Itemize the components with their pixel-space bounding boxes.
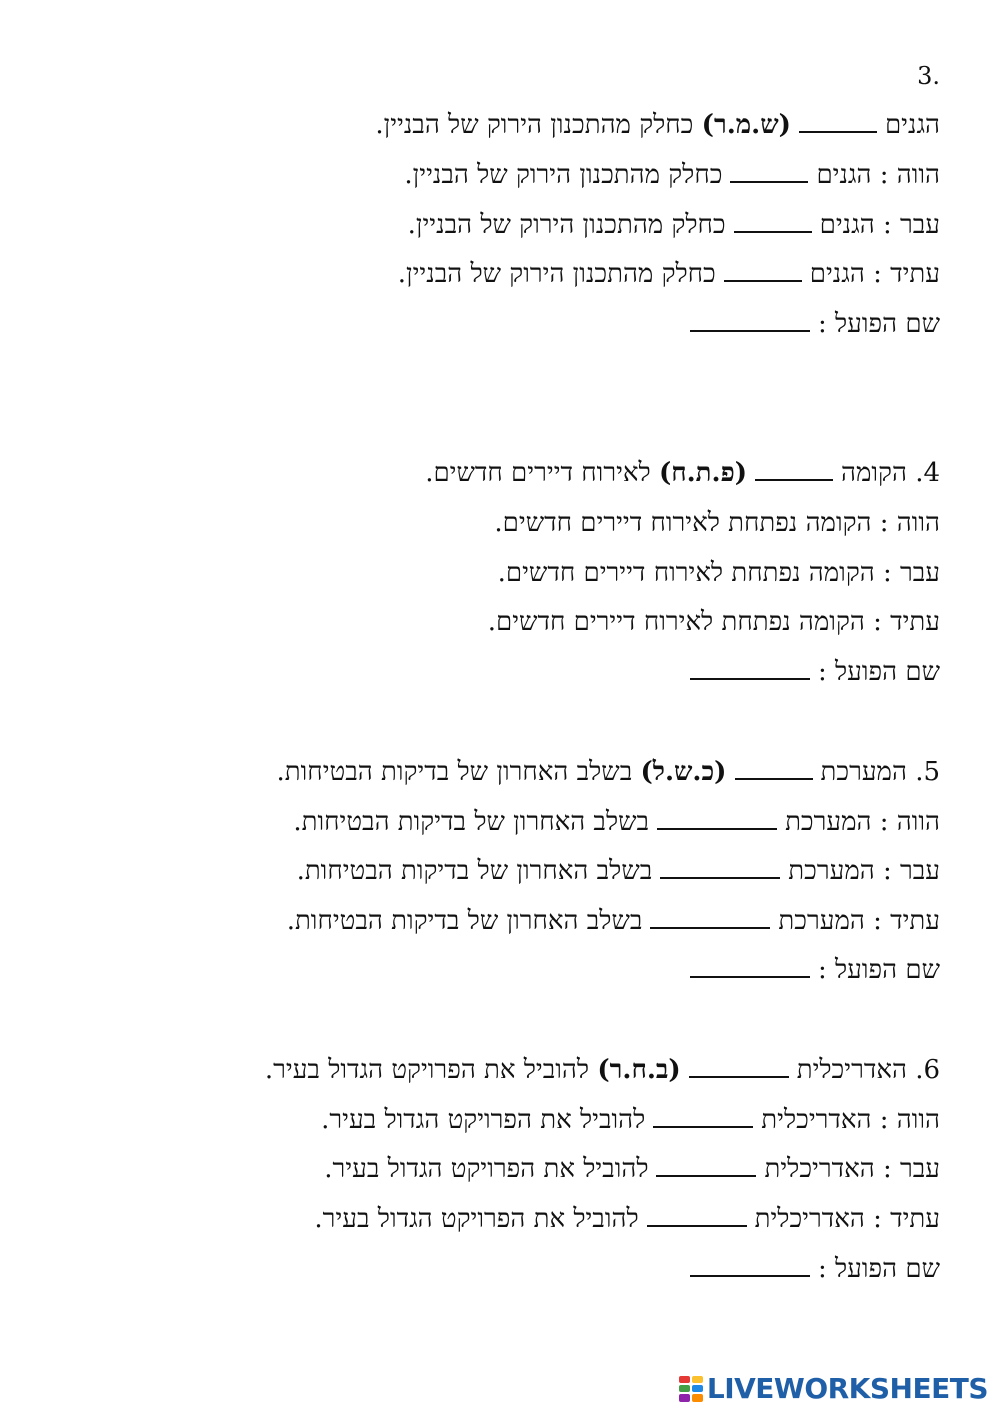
prompt-subject: הגנים: [884, 110, 940, 140]
noun-label: שם הפועל :: [817, 955, 940, 985]
question-3-noun: [40, 307, 940, 341]
answer-blank[interactable]: [660, 855, 780, 879]
tense-label: עבר :: [882, 1154, 940, 1184]
answer-blank[interactable]: [650, 905, 770, 929]
subject: האדריכלית: [754, 1204, 865, 1234]
sentence-rest: כחלק מהתכנון הירוק של הבניין.: [404, 160, 723, 190]
tense-label: עתיד :: [873, 1204, 940, 1234]
question-6-prompt: [40, 1053, 940, 1087]
question-4-number: 4.: [915, 458, 940, 488]
question-3-future: [40, 257, 940, 291]
answer-blank[interactable]: [690, 1253, 810, 1277]
answer-blank[interactable]: [735, 756, 813, 780]
sentence-rest: בשלב האחרון של בדיקות הבטיחות.: [293, 807, 650, 837]
sentence-rest: כחלק מהתכנון הירוק של הבניין.: [407, 210, 726, 240]
prompt-rest: כחלק מהתכנון הירוק של הבניין.: [375, 110, 694, 140]
logo-icon: [679, 1376, 703, 1402]
tense-label: עבר :: [882, 856, 940, 886]
answer-blank[interactable]: [657, 806, 777, 830]
answer-blank[interactable]: [689, 1054, 789, 1078]
sentence-rest: בשלב האחרון של בדיקות הבטיחות.: [286, 906, 643, 936]
answer-blank[interactable]: [690, 308, 810, 332]
question-4-past: עבר : הקומה נפתחת לאירוח דיירים חדשים.: [497, 558, 940, 588]
question-5-future: [40, 904, 940, 938]
subject: האדריכלית: [761, 1105, 872, 1135]
question-5-noun: [40, 953, 940, 987]
tense-label: עתיד :: [873, 259, 940, 289]
answer-blank[interactable]: [755, 457, 833, 481]
question-6-present: [40, 1103, 940, 1137]
answer-blank[interactable]: [690, 954, 810, 978]
tense-label: הווה :: [879, 1105, 940, 1135]
question-4-noun: [40, 655, 940, 689]
prompt-subject: האדריכלית: [796, 1055, 907, 1085]
sentence-rest: בשלב האחרון של בדיקות הבטיחות.: [296, 856, 653, 886]
answer-blank[interactable]: [730, 159, 808, 183]
prompt-rest: לאירוח דיירים חדשים.: [425, 458, 651, 488]
subject: המערכת: [785, 807, 872, 837]
subject: הגנים: [809, 259, 865, 289]
tense-label: עבר :: [882, 210, 940, 240]
answer-blank[interactable]: [647, 1203, 747, 1227]
sentence-rest: להוביל את הפרויקט הגדול בעיר.: [321, 1105, 646, 1135]
verb-root: (ש.מ.ר): [701, 110, 791, 140]
question-5-past: [40, 854, 940, 888]
question-6-future: [40, 1202, 940, 1236]
noun-label: שם הפועל :: [817, 657, 940, 687]
subject: הגנים: [819, 210, 875, 240]
sentence-rest: להוביל את הפרויקט הגדול בעיר.: [324, 1154, 649, 1184]
subject: הגנים: [816, 160, 872, 190]
logo-text: LIVEWORKSHEETS: [706, 1372, 988, 1405]
question-3-number: 3.: [917, 62, 940, 90]
question-6-number: 6.: [915, 1055, 940, 1085]
prompt-rest: להוביל את הפרויקט הגדול בעיר.: [264, 1055, 590, 1085]
question-3-present: [40, 158, 940, 192]
answer-blank[interactable]: [690, 656, 810, 680]
answer-blank[interactable]: [656, 1153, 756, 1177]
subject: המערכת: [778, 906, 865, 936]
answer-blank[interactable]: [653, 1104, 753, 1128]
question-3-past: [40, 208, 940, 242]
sentence-rest: להוביל את הפרויקט הגדול בעיר.: [314, 1204, 639, 1234]
sentence-rest: כחלק מהתכנון הירוק של הבניין.: [397, 259, 716, 289]
prompt-subject: המערכת: [820, 757, 907, 787]
subject: המערכת: [788, 856, 875, 886]
subject: האדריכלית: [764, 1154, 875, 1184]
question-6-past: [40, 1152, 940, 1186]
answer-blank[interactable]: [724, 258, 802, 282]
question-4-future: עתיד : הקומה נפתחת לאירוח דיירים חדשים.: [487, 607, 940, 637]
prompt-subject: הקומה: [841, 458, 907, 488]
question-5-present: [40, 805, 940, 839]
answer-blank[interactable]: [799, 109, 877, 133]
question-5-number: 5.: [915, 757, 940, 787]
question-5-prompt: [40, 755, 940, 789]
liveworksheets-logo[interactable]: [679, 1372, 988, 1405]
noun-label: שם הפועל :: [817, 309, 940, 339]
prompt-rest: בשלב האחרון של בדיקות הבטיחות.: [276, 757, 633, 787]
verb-root: (פ.ת.ח): [658, 458, 748, 488]
noun-label: שם הפועל :: [817, 1254, 940, 1284]
tense-label: הווה :: [879, 807, 940, 837]
verb-root: (כ.ש.ל): [640, 757, 727, 787]
answer-blank[interactable]: [734, 209, 812, 233]
question-4-prompt: [40, 456, 940, 490]
tense-label: הווה :: [879, 160, 940, 190]
question-6-noun: [40, 1252, 940, 1286]
tense-label: עתיד :: [873, 906, 940, 936]
verb-root: (ב.ח.ר): [597, 1055, 681, 1085]
question-3-prompt: [40, 108, 940, 142]
question-4-present: הווה : הקומה נפתחת לאירוח דיירים חדשים.: [494, 508, 940, 538]
